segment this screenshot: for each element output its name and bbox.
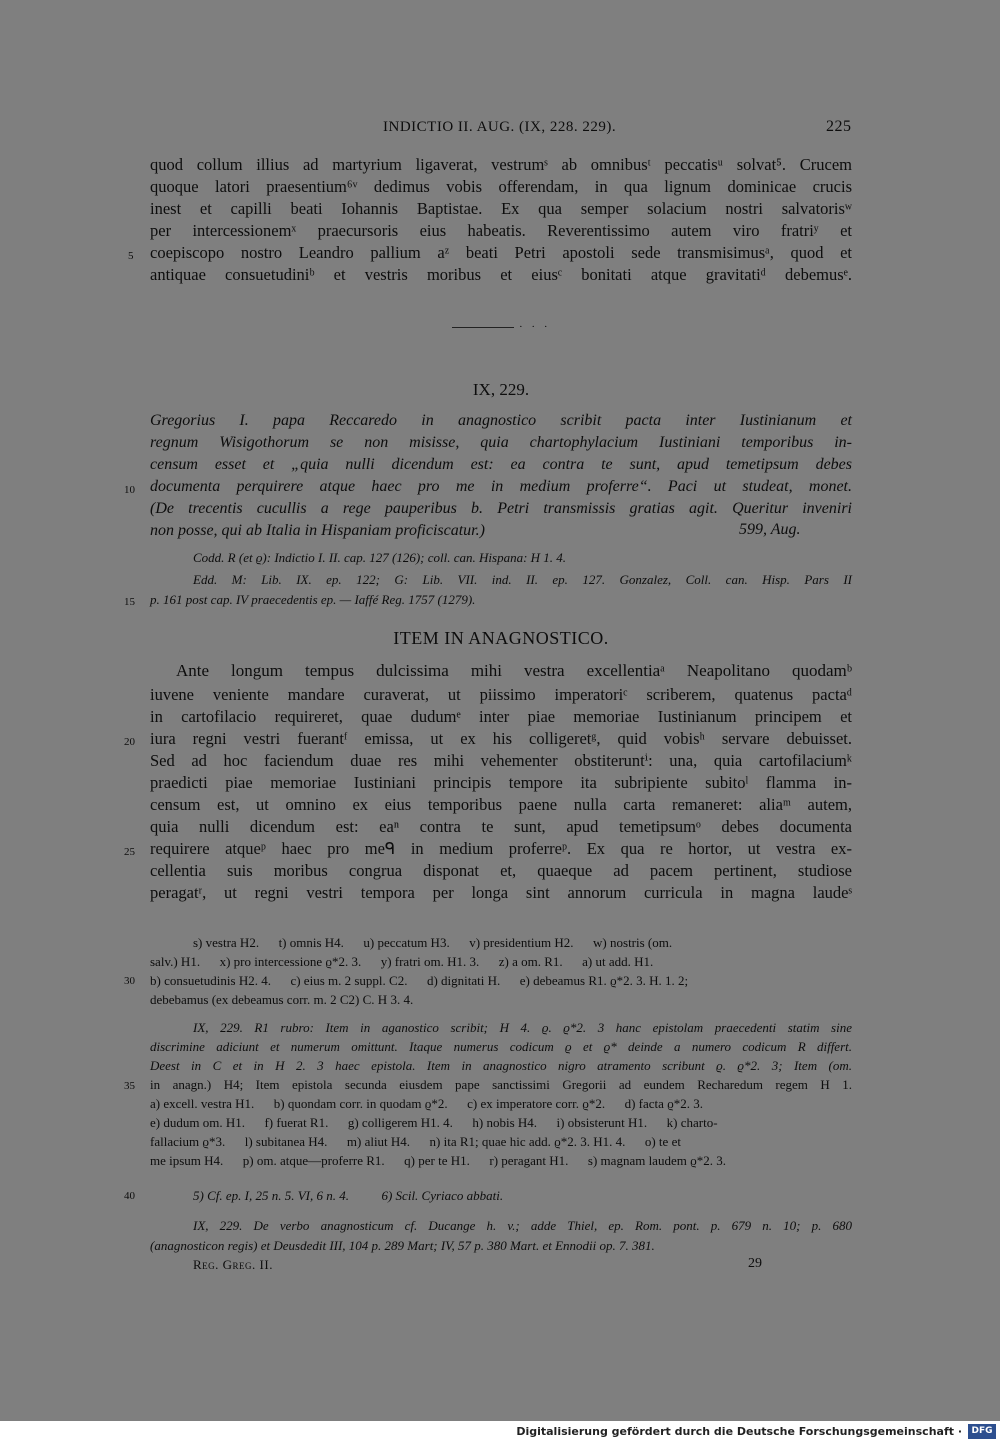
main-text-line: requirere atqueᵖ haec pro meᑫ in medium proferreᵖ. Ex qua re hortor, ut vestra ex- [150, 839, 852, 858]
line-number: 30 [124, 975, 135, 987]
letter-date: 599, Aug. [739, 521, 801, 538]
top-text-line: quod collum illius ad martyrium ligaverat, vestrumˢ ab omnibusᵗ peccatisᵘ solvat⁵. Crucem [150, 155, 852, 174]
running-title: INDICTIO II. AUG. (IX, 228. 229). [383, 119, 617, 135]
regest-line: censum esset et „quia nulli dicendum est: ea contra te sunt, apud temetipsum debes [150, 456, 852, 473]
section-title: ITEM IN ANAGNOSTICO. [393, 628, 609, 648]
apparatus-line: me ipsum H4. p) om. atque—proferre R1. q) per te H1. r) peragant H1. s) magnam laudem ϱ*2. 3. [150, 1153, 726, 1168]
line-number: 25 [124, 846, 135, 858]
main-text-line: quia nulli dicendum est: eaⁿ contra te sunt, apud temetipsumᵒ debes documenta [150, 817, 852, 836]
main-text-line: cellentia suis moribus congrua disponat et, quaeque ad pacem pertinent, studiose [150, 861, 852, 880]
main-text-line: iuvene veniente mandare curaverat, ut piissimo imperatoriᶜ scriberem, quatenus pactaᵈ [150, 685, 852, 704]
top-text-line: coepiscopo nostro Leandro pallium aᶻ beati Petri apostoli sede transmisimusᵃ, quod et [150, 243, 852, 262]
line-number: 5 [128, 250, 134, 262]
signature-left: Reg. Greg. II. [193, 1257, 273, 1272]
regest-line: documenta perquirere atque haec pro me in medium proferre“. Paci ut studeat, monet. [150, 478, 852, 495]
apparatus-line: IX, 229. R1 rubro: Item in aganostico scribit; H 4. ϱ. ϱ*2. 3 hanc epistolam praecedenti statim sine [193, 1020, 852, 1035]
regest-line: non posse, qui ab Italia in Hispaniam proficiscatur.) [150, 522, 485, 539]
top-text-line: inest et capilli beati Iohannis Baptistae. Ex qua semper solacium nostri salvatorisʷ [150, 199, 852, 218]
editions-line: Edd. M: Lib. IX. ep. 122; G: Lib. VII. ind. II. ep. 127. Gonzalez, Coll. can. Hisp. Pars II [193, 572, 852, 587]
regest-line: (De trecentis cucullis a rege pauperibus b. Petri transmissis gratias agit. Queritur inveniri [150, 500, 852, 517]
apparatus-line: e) dudum om. H1. f) fuerat R1. g) colligerem H1. 4. h) nobis H4. i) obsisterunt H1. k) charto- [150, 1115, 718, 1130]
editions-line: p. 161 post cap. IV praecedentis ep. — Iaffé Reg. 1757 (1279). [150, 592, 476, 607]
apparatus-line: fallacium ϱ*3. l) subitanea H4. m) aliut H4. n) ita R1; quae hic add. ϱ*2. 3. H1. 4. o) te et [150, 1134, 681, 1149]
main-text-line: Ante longum tempus dulcissima mihi vestra excellentiaᵃ Neapolitano quodamᵇ [176, 661, 852, 680]
apparatus-line: discrimine adiciunt et numerum omittunt. Itaque numerus codicum ϱ et ϱ* deinde a numero codicum R differt. [150, 1039, 852, 1054]
apparatus-line: in anagn.) H4; Item epistola secunda eiusdem pape sanctissimi Gregorii ad eundem Recharedum regem H 1. [150, 1077, 852, 1092]
regest-line: regnum Wisigothorum se non misisse, quia chartophylacium Iustiniani temporibus in- [150, 434, 852, 451]
line-number: 40 [124, 1190, 135, 1202]
apparatus-line: debebamus (ex debeamus corr. m. 2 C2) C. H 3. 4. [150, 992, 414, 1007]
main-text-line: praedicti piae memoriae Iustiniani principis tempore ita subripiente subitoˡ flamma in- [150, 773, 852, 792]
footer-credit: Digitalisierung gefördert durch die Deutsche Forschungsgemeinschaft · [516, 1425, 962, 1438]
main-text-line: Sed ad hoc faciendum duae res mihi vehementer obstiteruntⁱ: una, quia cartofilaciumᵏ [150, 751, 852, 770]
footer-bar [0, 1421, 1000, 1443]
codices-line: Codd. R (et ϱ): Indictio I. II. cap. 127 (126); coll. can. Hispana: H 1. 4. [193, 550, 567, 565]
top-text-line: antiquae consuetudiniᵇ et vestris moribus et eiusᶜ bonitati atque gravitatiᵈ debemusᵉ. [150, 265, 852, 284]
separator-dots: · · · [519, 321, 551, 333]
footnote-line: IX, 229. De verbo anagnosticum cf. Ducange h. v.; adde Thiel, ep. Rom. pont. p. 679 n. 10; p. 680 [193, 1218, 852, 1233]
line-number: 10 [124, 484, 135, 496]
line-number: 35 [124, 1080, 135, 1092]
apparatus-line: salv.) H1. x) pro intercessione ϱ*2. 3. y) fratri om. H1. 3. z) a om. R1. a) ut add. H1. [150, 954, 654, 969]
apparatus-line: s) vestra H2. t) omnis H4. u) peccatum H3. v) presidentium H2. w) nostris (om. [193, 935, 673, 950]
footnote-line: (anagnosticon regis) et Deusdedit III, 104 p. 289 Mart; IV, 57 p. 380 Mart. et Ennodii op. 7. 381. [150, 1238, 655, 1253]
top-text-line: quoque latori praesentium⁶ᵛ dedimus vobis offerendam, in qua lignum dominicae crucis [150, 177, 852, 196]
main-text-line: censum est, ut omnino ex eius temporibus paene nulla carta remaneret: aliaᵐ autem, [150, 795, 852, 814]
apparatus-line: b) consuetudinis H2. 4. c) eius m. 2 suppl. C2. d) dignitati H. e) debeamus R1. ϱ*2. 3. H. 1. 2; [150, 973, 689, 988]
footnote-line: 5) Cf. ep. I, 25 n. 5. VI, 6 n. 4. 6) Scil. Cyriaco abbati. [193, 1188, 504, 1203]
main-text-line: iura regni vestri fuerantᶠ emissa, ut ex his colligeretᵍ, quid vobisʰ servare debuisset. [150, 729, 852, 748]
apparatus-line: a) excell. vestra H1. b) quondam corr. in quodam ϱ*2. c) ex imperatore corr. ϱ*2. d) facta ϱ*2. 3. [150, 1096, 704, 1111]
dfg-logo-icon: DFG [968, 1424, 996, 1439]
letter-number: IX, 229. [472, 380, 530, 399]
line-number: 20 [124, 736, 135, 748]
section-separator [452, 327, 514, 328]
top-text-line: per intercessionemˣ praecursoris eius habeatis. Reverentissimo autem viro fratriʸ et [150, 221, 852, 240]
line-number: 15 [124, 596, 135, 608]
page-number: 225 [826, 118, 852, 135]
apparatus-line: Deest in C et in H 2. 3 haec epistola. Item in anagnostico nigro atramento scribunt ϱ. ϱ*2. 3; Item (om. [150, 1058, 852, 1073]
main-text-line: peragatʳ, ut regni vestri tempora per longa sint annorum curricula in magna laudeˢ [150, 883, 852, 902]
signature-right: 29 [748, 1256, 762, 1271]
regest-line: Gregorius I. papa Reccaredo in anagnostico scribit pacta inter Iustinianum et [150, 412, 852, 429]
main-text-line: in cartofilacio requireret, quae dudumᵉ inter piae memoriae Iustinianum principem et [150, 707, 852, 726]
